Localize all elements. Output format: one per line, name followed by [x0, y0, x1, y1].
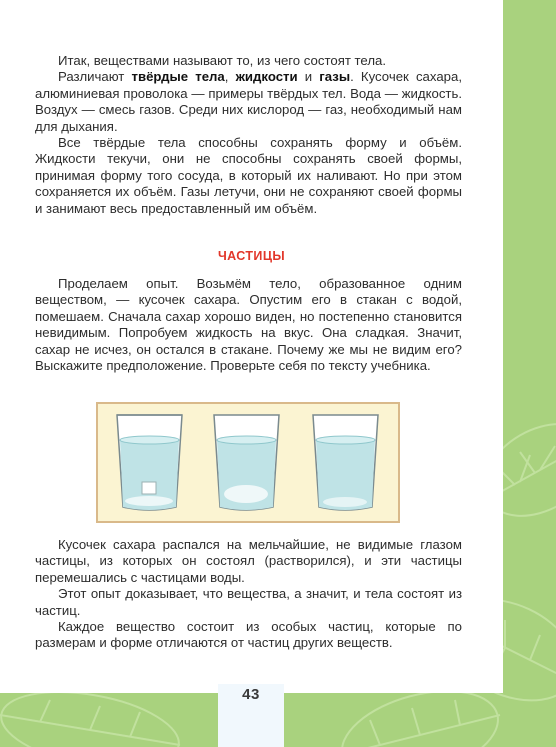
term-liquids: жидкости: [235, 69, 298, 85]
intro-paragraph-3: Все твёрдые тела способны сохранять форму и объём. Жидкости текучи, они не способны сохранять своей формы, принимая форму того сосуда, в который их наливают. Но при этом сохраняется их объём. Газы летучи, они не сохраняют своей формы и занимают весь предоставленный им объём.: [35, 135, 462, 216]
term-gases: газы: [319, 69, 351, 85]
conclusion-paragraph-1: Кусочек сахара распался на мельчайшие, не видимые глазом частицы, из которых он состоял (растворился), и эти частицы перемешались с частицами воды.: [35, 537, 462, 585]
intro-paragraph-2: Различают твёрдые тела, жидкости и газы. Кусочек сахара, алюминиевая проволока — примеры твёрдых тел. Вода — жидкость. Воздух — смесь газов. Среди них кислород — газ, необходимый нам для дыхания.: [35, 69, 463, 134]
experiment-text: [35, 276, 462, 374]
glass-with-sugar-cube: [117, 415, 182, 510]
page-number: 43: [242, 686, 260, 703]
sugar-cube-icon: [142, 482, 156, 494]
intro-paragraph-1: Итак, веществами называют то, из чего состоят тела.: [58, 53, 387, 68]
intro-text: [35, 53, 462, 217]
conclusion-text: [35, 537, 462, 652]
glass-dissolved: [313, 415, 378, 510]
term-solids: твёрдые тела: [131, 69, 225, 85]
experiment-illustration: [96, 402, 400, 523]
experiment-paragraph: Проделаем опыт. Возьмём тело, образованное одним веществом, — кусочек сахара. Опустим его в стакан с водой, помешаем. Сначала сахар хорошо виден, но постепенно становится невидимым. Попробуем жидкость на вкус. Она сладкая. Значит, сахар не исчез, он остался в стакане. Почему же мы не видим его? Выскажите предположение. Проверьте себя по тексту учебника.: [35, 276, 462, 374]
conclusion-paragraph-2: Этот опыт доказывает, что вещества, а значит, и тела состоят из частиц.: [35, 586, 462, 618]
conclusion-paragraph-3: Каждое вещество состоит из особых частиц, которые по размерам и форме отличаются от частиц других веществ.: [35, 619, 462, 651]
glass-dissolving: [214, 415, 279, 510]
section-title: ЧАСТИЦЫ: [217, 249, 285, 263]
